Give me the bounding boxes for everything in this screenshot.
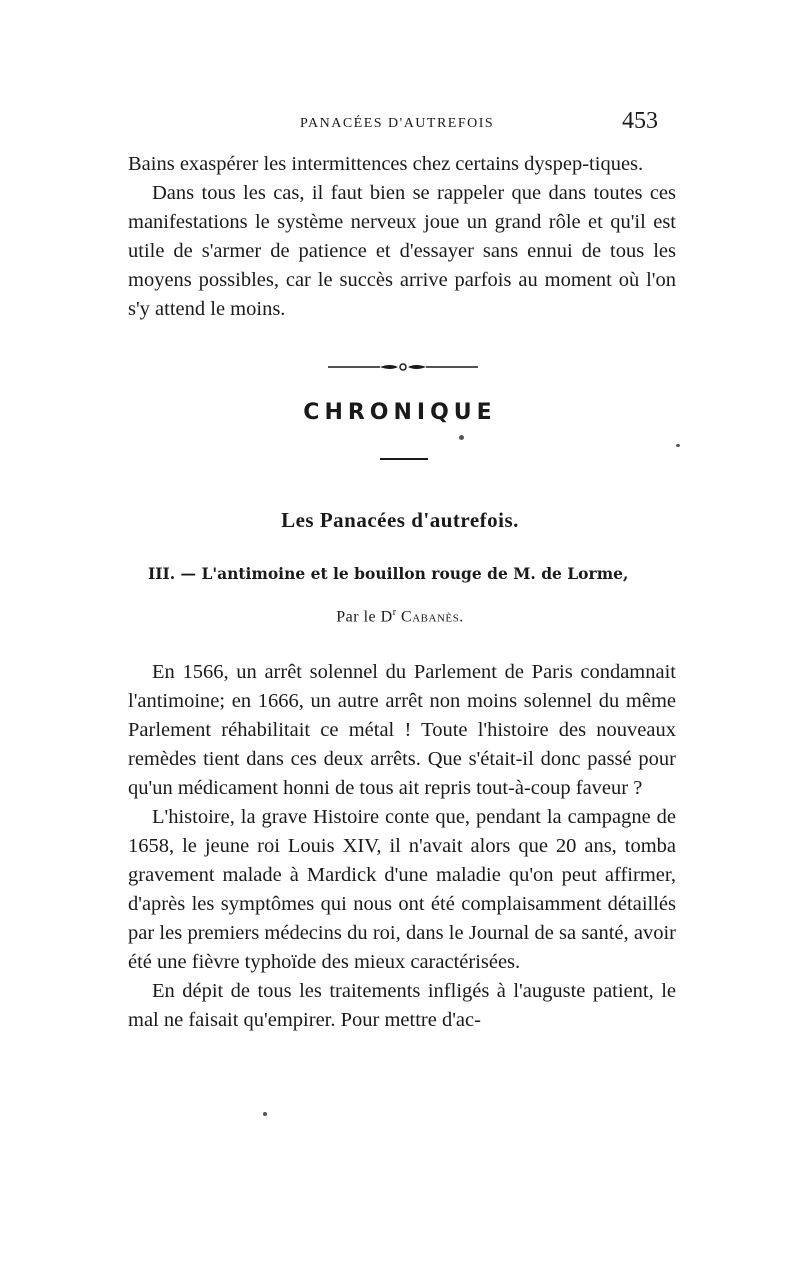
running-title: PANACÉES D'AUTREFOIS [300,116,495,131]
body-paragraph-1: En 1566, un arrêt solennel du Parlement de Paris condamnait l'antimoine; en 1666, un autre arrêt non moins solennel du même Parlement réhabilitait ce métal ! Toute l'histoire des nouveaux remèdes tient dans ces deux arrêts. Que s'était-il donc passé pour qu'un médicament honni de tous ait repris tout-à-coup faveur ? [128,661,676,799]
byline [0,607,800,626]
heading-rule [380,458,428,460]
body-paragraph-2: L'histoire, la grave Histoire conte que, pendant la campagne de 1658, le jeune roi Louis XIV, il n'avait alors que 20 ans, tomba gravement malade à Mardick d'une maladie qu'on peut affirmer, d'après les symptômes qui nous ont été complaisamment détaillés par les premiers médecins du roi, dans le Journal de sa santé, avoir été une fièvre typhoïde des mieux caractérisées. [128,806,676,973]
byline-prefix: Par le D [336,608,393,626]
intro-text [128,150,676,324]
body-paragraph-3: En dépit de tous les traitements infligés à l'auguste patient, le mal ne faisait qu'empirer. Pour mettre d'ac- [128,980,676,1031]
section-divider-ornament [328,360,478,374]
ink-speck [459,435,464,440]
intro-paragraph-2: Dans tous les cas, il faut bien se rappeler que dans toutes ces manifestations le système nerveux joue un grand rôle et qu'il est utile de s'armer de patience et d'essayer sans ennui de tous les moyens possibles, car le succès arrive parfois au moment où l'on s'y attend le moins. [128,182,676,320]
section-heading: CHRONIQUE [303,400,497,425]
article-body [128,658,676,1035]
ink-speck [263,1112,267,1116]
ink-speck [676,444,680,447]
article-subtitle: III. — L'antimoine et le bouillon rouge de M. de Lorme, [148,564,629,583]
page-number: 453 [622,108,658,134]
byline-sup: r [392,607,397,618]
article-title: Les Panacées d'autrefois. [281,508,519,532]
intro-paragraph-1: Bains exaspérer les intermittences chez certains dyspep-tiques. [128,153,644,175]
byline-author: Cabanès. [401,608,464,626]
